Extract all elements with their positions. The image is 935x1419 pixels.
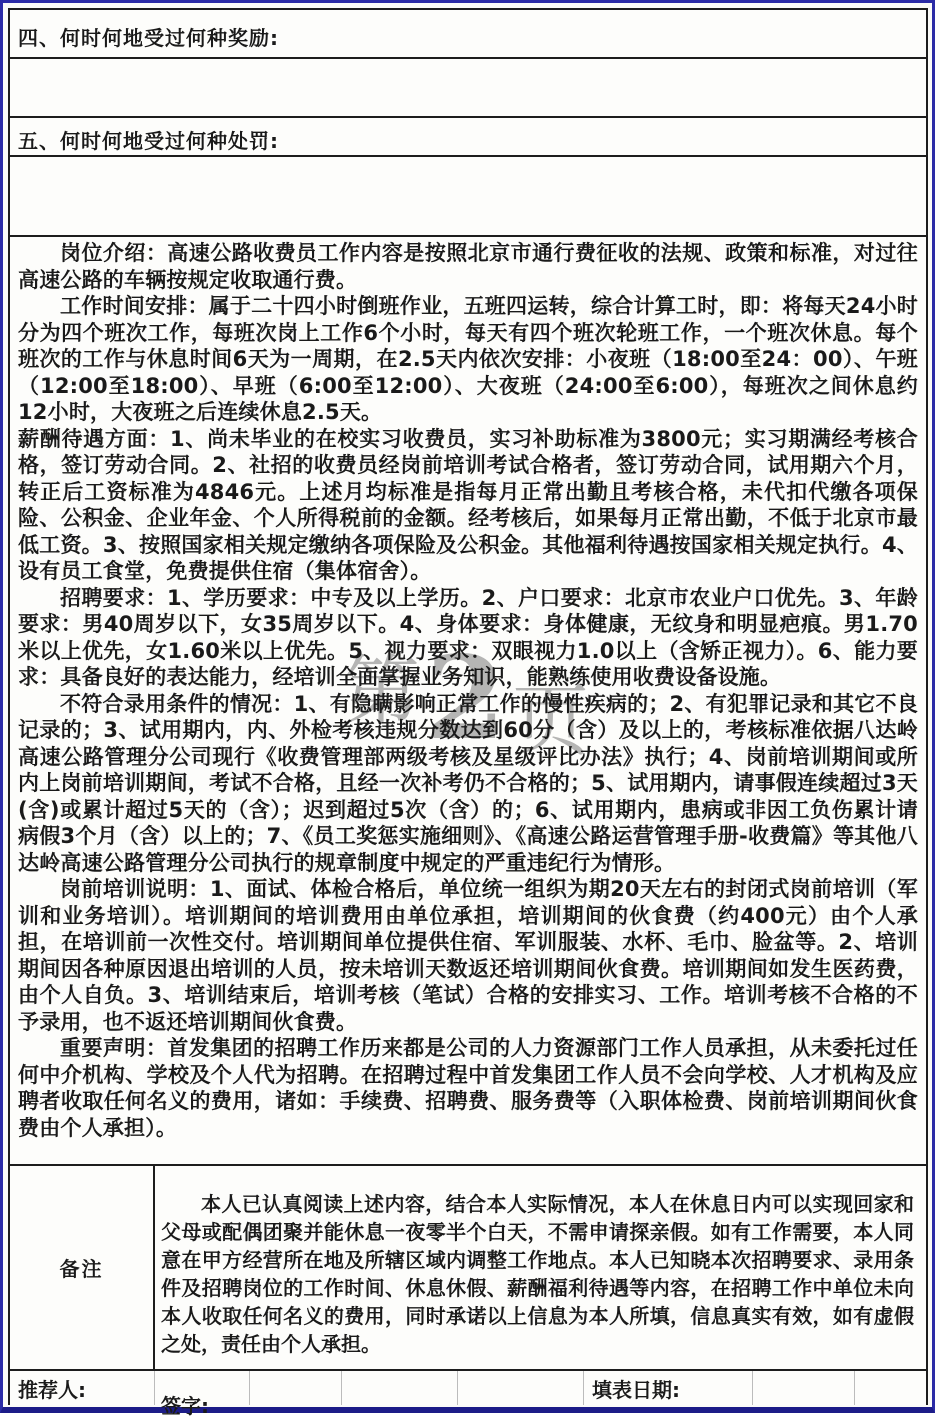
punishments-entry-area [10,157,926,237]
watermark-char: 2 [426,631,506,765]
paragraph-pre-job-training: 岗前培训说明：1、面试、体检合格后，单位统一组织为期20天左右的封闭式岗前培训（军训和业务培训）。培训期间的培训费用由单位承担，培训期间的伙食费（约400元）由个人承担，在培训前一次性交付。培训期间单位提供住宿、军训服装、水杯、毛巾、脸盆等。2、培训期间因各种原因退出培训的人员，按未培训天数返还培训期间伙食费。培训期间如发生医药费，由个人自负。3、培训结束后，培训考核（笔试）合格的安排实习、工作。培训考核不合格的不予录用，也不返还培训期间伙食费。 [18,877,918,1034]
date-label: 填表日期: [592,1377,680,1402]
application-form-table [8,8,928,1418]
signature-label: 签字: [161,1394,209,1418]
awards-entry-area [10,59,926,118]
footer-empty-cell [342,1371,458,1405]
footer-row [10,1371,926,1405]
paragraph-disqualification: 不符合录用条件的情况：1、有隐瞒影响正常工作的慢性疾病的；2、有犯罪记录和其它不良记录的；3、试用期内，内、外检考核违规分数达到60分（含）及以上的，考核标准依据八达岭高速公路管理分公司现行《收费管理部两级考核及星级评比办法》执行；4、岗前培训期间或所内上岗前培训期间，考试不合格，且经一次补考仍不合格的；5、试用期内，请事假连续超过3天(含)或累计超过5天的（含）；迟到超过5次（含）的；6、试用期内，患病或非因工负伤累计请病假3个月（含）以上的；7、《员工奖惩实施细则》、《高速公路运营管理手册-收费篇》等其他八达岭高速公路管理分公司执行的规章制度中规定的严重违纪行为情形。 [18,691,918,875]
recommender-entry-cell [155,1371,250,1405]
watermark-char: 页 [511,677,590,767]
paragraph-job-intro: 岗位介绍：高速公路收费员工作内容是按照北京市通行费征收的法规、政策和标准，对过往高速公路的车辆按规定收取通行费。 [18,241,918,292]
recommender-label: 推荐人: [18,1377,86,1402]
section-awards-title: 四、何时何地受过何种奖励: [18,26,279,50]
footer-empty-cell [250,1371,342,1405]
watermark-char: 第 [342,647,421,737]
section-awards-header [10,10,926,59]
remark-declaration-text: 本人已认真阅读上述内容，结合本人实际情况，本人在休息日内可以实现回家和父母或配偶团聚并能休息一夜零半个白天，不需申请探亲假。如有工作需要，本人同意在甲方经营所在地及所辖区域内调整工作地点。本人已知晓本次招聘要求、录用条件及招聘岗位的工作时间、休息休假、薪酬福利待遇等内容，在招聘工作中单位未向本人收取任何名义的费用，同时承诺以上信息为本人所填，信息真实有效，如有虚假之处，责任由个人承担。 [161,1192,914,1356]
paragraph-important-statement: 重要声明：首发集团的招聘工作历来都是公司的人力资源部门工作人员承担，从未委托过任何中介机构、学校及个人代为招聘。在招聘过程中首发集团工作人员不会向学校、人才机构及应聘者收取任何名义的费用，诸如：手续费、招聘费、服务费等（入职体检费、岗前培训期间伙食费由个人承担）。 [18,1036,918,1140]
footer-empty-cell [855,1371,926,1405]
remark-label: 备注 [59,1257,104,1281]
paragraph-requirements: 招聘要求：1、学历要求：中专及以上学历。2、户口要求：北京市农业户口优先。3、年龄要求：男40周岁以下，女35周岁以下。4、身体要求：身体健康，无纹身和明显疤痕。男1.70米以上优先，女1.60米以上优先。5、视力要求：双眼视力1.0以上（含矫正视力）。6、能力要求：具备良好的表达能力，经培训全面掌握业务知识，能熟练使用收费设备设施。 [18,585,918,689]
paragraph-salary: 薪酬待遇方面：1、尚未毕业的在校实习收费员，实习补助标准为3800元；实习期满经考核合格，签订劳动合同。2、社招的收费员经岗前培训考试合格者，签订劳动合同，试用期六个月，转正后工资标准为4846元。上述月均标准是指每月正常出勤且考核合格，未代扣代缴各项保险、公积金、企业年金、个人所得税前的金额。经考核后，如果每月正常出勤，不低于北京市最低工资。3、按照国家相关规定缴纳各项保险及公积金。其他福利待遇按国家相关规定执行。4、设有员工食堂，免费提供住宿（集体宿舍）。 [18,426,918,583]
footer-empty-cell [458,1371,584,1405]
date-label-cell [584,1371,753,1405]
section-punishments-header [10,118,926,157]
section-punishments-title: 五、何时何地受过何种处罚: [18,129,279,153]
recommender-label-cell [10,1371,155,1405]
date-entry-cell [753,1371,855,1405]
job-info-text [18,240,918,1141]
remark-label-cell [10,1166,155,1369]
job-info-block [10,237,926,1166]
paragraph-work-schedule: 工作时间安排：属于二十四小时倒班作业，五班四运转，综合计算工时，即：将每天24小时分为四个班次工作，每班次岗上工作6个小时，每天有四个班次轮班工作，一个班次休息。每个班次的工作与休息时间6天为一周期，在2.5天内依次安排：小夜班（18:00至24：00）、午班（12:00至18:00）、早班（6:00至12:00）、大夜班（24:00至6:00），每班次之间休息约12小时，大夜班之后连续休息2.5天。 [18,294,918,424]
